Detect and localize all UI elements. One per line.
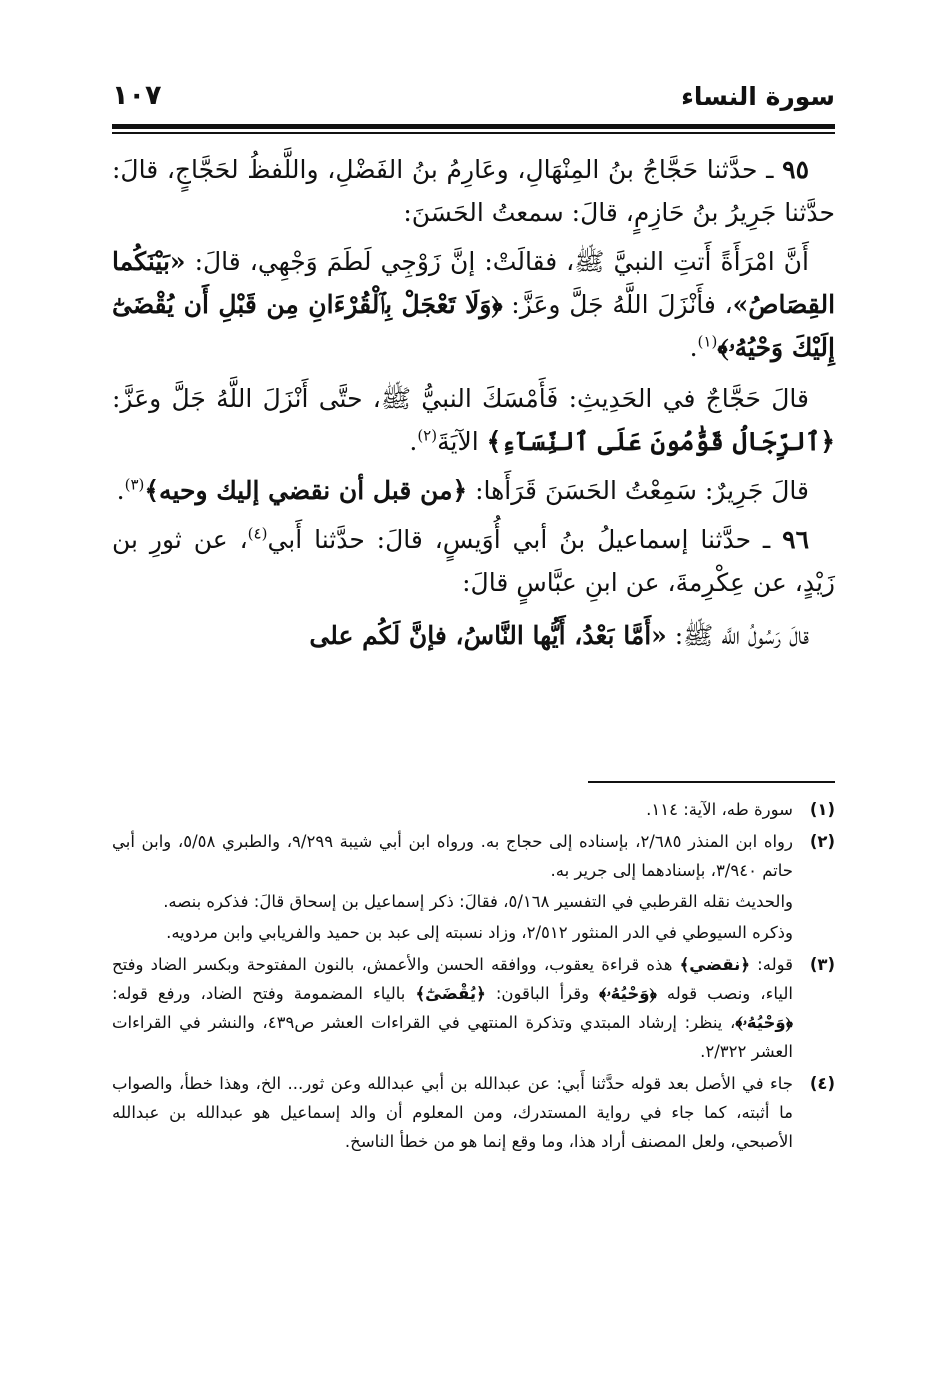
footnote-number: (٤)	[809, 1074, 835, 1093]
quran-reading: ﴿من قبل أن نقضي إليك وحيه﴾	[144, 476, 468, 505]
footnote-text: بالياء المضمومة وفتح الضاد، ورفع قوله:	[112, 984, 416, 1003]
hadith-95-isnad	[112, 148, 835, 234]
footnote-text: هذه قراءة يعقوب، ووافقه الحسن والأعمش، بالنون المفتوحة وبكسر الضاد وفتح الياء، ونصب قوله	[112, 955, 793, 1003]
hadith-96-matn	[112, 614, 835, 657]
page-header	[112, 78, 835, 118]
period: .	[409, 427, 418, 456]
page-number: ١٠٧	[112, 80, 162, 111]
hadith-number: ٩٦	[782, 525, 810, 554]
hajjaj-report	[112, 377, 835, 463]
footnote-text: جاء في الأصل بعد قوله حدَّثنا أَبي: عن عبدالله بن أبي عبدالله وعن ثور... الخ، وهذا خطأ، والصواب ما أثبته، كما جاء في رواية المستدرك، ومن المعلوم أن والد إسماعيل هو عبدالله بن عبدالله الأصبحي، ولعل المصنف أراد هذا، وما وقع إنما هو من خطأ الناسخ.	[112, 1074, 793, 1151]
quran-word: ﴿وَحْيُهُۥ﴾	[735, 1013, 793, 1032]
footnote-number: (١)	[809, 800, 835, 819]
header-rule-thin	[112, 132, 835, 134]
footnote-text: ، ينظر: إرشاد المبتدي وتذكرة المنتهي في القراءات العشر ص٤٣٩، والنشر في القراءات العشر ٢/٣٢٢.	[112, 1013, 793, 1061]
footnote-4	[112, 1069, 835, 1156]
footnote-1	[112, 795, 835, 824]
footnote-ref[interactable]: (١)	[697, 332, 718, 351]
isnad-text: ـ حدَّثنا حَجَّاجُ بنُ المِنْهَالِ، وعَارِمُ بنُ الفَضْلِ، واللَّفظُ لحَجَّاجٍ، قالَ: حدَّثنا جَرِيرُ بنُ حَازِمٍ، قالَ: سمعتُ الحَسَنَ:	[112, 155, 835, 227]
footnote-text: رواه ابن المنذر ٢/٦٨٥، بإسناده إلى حجاج به. ورواه ابن أبي شيبة ٩/٢٩٩، والطبري ٥/٥٨، وابن أبي حاتم ٣/٩٤٠، بإسنادهما إلى جرير به.	[112, 832, 793, 880]
prophet-quote: «أَمَّا بَعْدُ، أَيُّها النَّاسُ، فإنَّ لَكُم على	[309, 621, 667, 650]
quran-word: ﴿يُقْضَىٰٓ﴾	[415, 984, 486, 1003]
header-rule-thick	[112, 124, 835, 129]
matn-text: قالَ رَسُولُ اللَّه ﷺ:	[666, 621, 809, 650]
footnote-3	[112, 950, 835, 1066]
hadith-96-isnad	[112, 518, 835, 604]
surah-title: سورة النساء	[681, 82, 835, 111]
footnote-separator	[588, 781, 835, 783]
footnote-ref[interactable]: (٢)	[417, 426, 438, 445]
footnote-text: والحديث نقله القرطبي في التفسير ٥/١٦٨، فقالَ: ذكر إسماعيل بن إسحاق قالَ: فذكره بنصه.	[163, 892, 793, 911]
isnad-text: ـ حدَّثنا إسماعيلُ بنُ أبي أُوَيسٍ، قالَ: حدَّثنا أَبي	[267, 525, 783, 554]
isnad-text: ، عن ثورِ بن زَيْدٍ، عن عِكْرِمةَ، عن ابنِ عبَّاسٍ قالَ:	[112, 525, 835, 597]
period: .	[689, 333, 698, 362]
footnote-2	[112, 827, 835, 947]
quran-word: ﴿نقضي﴾	[679, 955, 750, 974]
footnote-number: (٢)	[809, 832, 835, 851]
matn-text: أَنَّ امْرَأَةً أَتتِ النبيَّ ﷺ، فقالَتْ: إنَّ زَوْجِي لَطَمَ وَجْهِي، قالَ:	[185, 247, 809, 276]
footnote-ref[interactable]: (٤)	[247, 524, 268, 543]
main-text	[112, 148, 835, 667]
footnote-text: وذكره السيوطي في الدر المنثور ٢/٥١٢، وزاد نسبته إلى عبد بن حميد والفريابي وابن مردويه.	[166, 923, 793, 942]
footnote-text: قوله:	[749, 955, 794, 974]
report-text: قالَ جَرِيرٌ: سَمِعْتُ الحَسَنَ قَرَأَها:	[467, 476, 809, 505]
report-text: الآيَةَ	[437, 427, 487, 456]
footnote-text: وقرأ الباقون:	[485, 984, 600, 1003]
jarir-report	[112, 469, 835, 512]
quran-verse: ﴿ٱلرِّجَالُ قَوَّٰمُونَ عَلَى ٱلنِّسَآءِ﴾	[486, 427, 835, 456]
quran-verse: ﴿وَلَا تَعْجَلْ بِٱلْقُرْءَانِ مِن قَبْلِ أَن يُقْضَىٰٓ إِلَيْكَ وَحْيُهُۥ﴾	[112, 290, 835, 362]
prophet-quote: «بَيْنَكُما القِصَاصُ»	[112, 247, 836, 319]
footnote-text: سورة طه، الآية: ١١٤.	[646, 800, 793, 819]
hadith-95-matn	[112, 240, 835, 369]
quran-word: ﴿وَحْيُهُۥ﴾	[599, 984, 657, 1003]
report-text: قالَ حَجَّاجٌ في الحَدِيثِ: فَأَمْسَكَ النبيُّ ﷺ، حتَّى أَنْزَلَ اللَّهُ جَلَّ وعَزَّ:	[112, 384, 809, 413]
hadith-number: ٩٥	[782, 155, 809, 184]
footnote-ref[interactable]: (٣)	[124, 475, 145, 494]
footnote-number: (٣)	[809, 955, 835, 974]
period: .	[116, 476, 125, 505]
matn-text: ، فأَنْزَلَ اللَّهُ جَلَّ وعَزَّ:	[502, 290, 733, 319]
footnotes	[112, 795, 835, 1159]
